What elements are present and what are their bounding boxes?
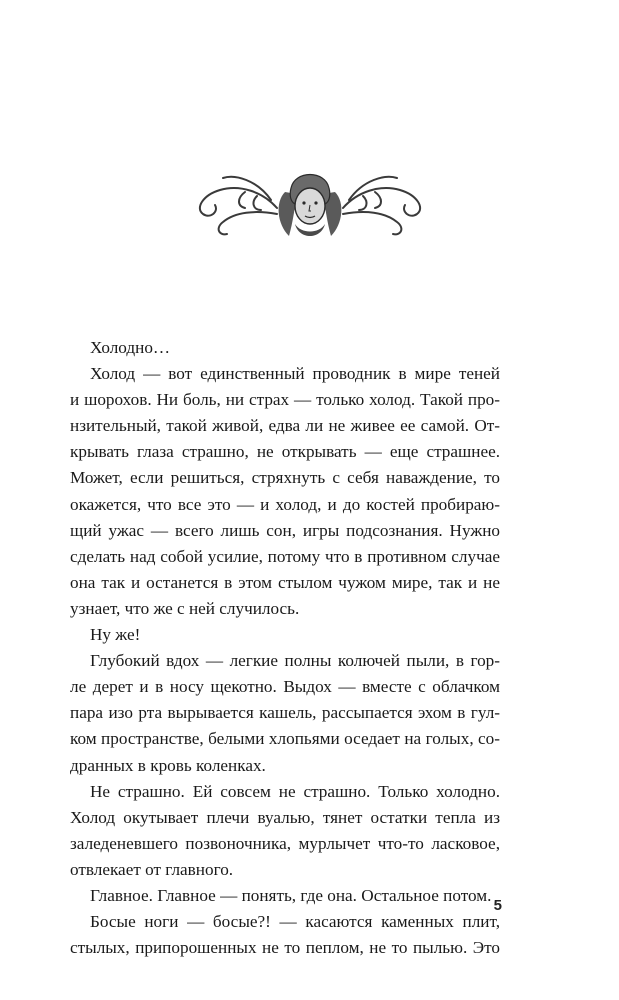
- text-line: ком пространстве, белыми хлопьями оседает на голых, со-: [70, 729, 500, 749]
- text-line: Холодно…: [90, 338, 171, 357]
- body-text: [70, 335, 500, 961]
- text-line: Не страшно. Ей совсем не страшно. Только холодно.: [90, 781, 500, 801]
- cherub-scroll-ornament-icon: [185, 162, 435, 248]
- text-line: крывать глаза страшно, не открывать — еще страшнее.: [70, 442, 500, 462]
- text-line: пара изо рта вырывается кашель, рассыпается эхом в гул-: [70, 703, 500, 723]
- text-line: Холод окутывает плечи вуалью, тянет остатки тепла из: [70, 807, 500, 827]
- text-line: она так и останется в этом стылом чужом мире, так и не: [70, 572, 500, 592]
- text-line: стылых, припорошенных не то пеплом, не то пылью. Это: [70, 938, 500, 958]
- text-line: Глубокий вдох — легкие полны колючей пыли, в гор-: [90, 651, 500, 671]
- text-line: узнает, что же с ней случилось.: [70, 598, 300, 618]
- text-line: Босые ноги — босые?! — касаются каменных плит,: [90, 912, 500, 932]
- text-line: и шорохов. Ни боль, ни страх — только холод. Такой про-: [70, 390, 500, 410]
- page-number: 5: [493, 897, 502, 914]
- text-line: Может, если решиться, стряхнуть с себя наваждение, то: [70, 468, 500, 488]
- text-line: Ну же!: [90, 625, 141, 645]
- text-line: ле дерет и в носу щекотно. Выдох — вместе с облачком: [70, 677, 500, 697]
- text-line: окажется, что все это — и холод, и до костей пробираю-: [70, 494, 500, 514]
- text-line: сделать над собой усилие, потому что в противном случае: [70, 546, 500, 566]
- text-line: заледеневшего позвоночника, мурлычет что-то ласковое,: [70, 833, 500, 853]
- text-line: отвлекает от главного.: [70, 859, 234, 879]
- text-line: дранных в кровь коленках.: [70, 755, 266, 775]
- text-line: Главное. Главное — понять, где она. Остальное потом.: [90, 885, 492, 905]
- text-line: Холод — вот единственный проводник в мире теней: [90, 364, 500, 384]
- text-line: щий ужас — всего лишь сон, игры подсознания. Нужно: [70, 520, 500, 540]
- text-line: нзительный, такой живой, едва ли не живее ее самой. От-: [70, 416, 500, 436]
